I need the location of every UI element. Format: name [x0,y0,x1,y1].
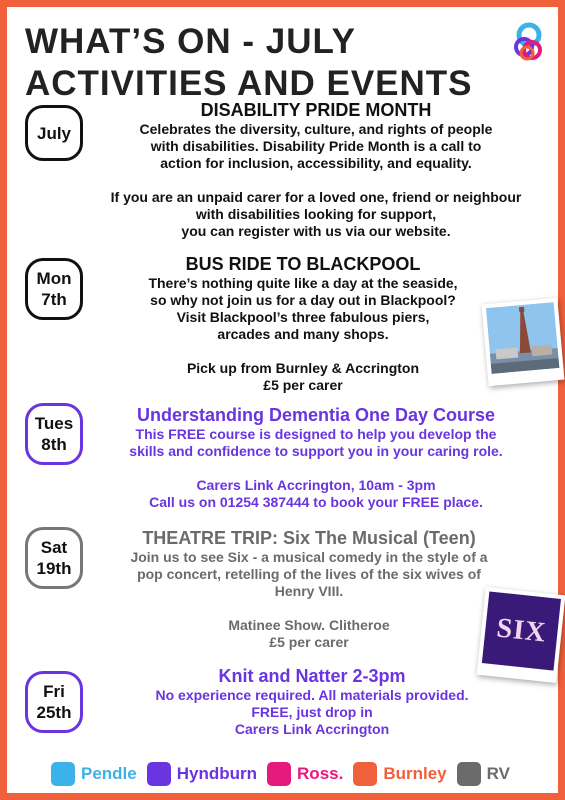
event-body-line: pop concert, retelling of the lives of the six wives of [137,566,481,582]
blackpool-tower-image [486,302,559,374]
event-body-line: you can register with us via our website. [181,223,451,239]
event-body-line: No experience required. All materials provided. [155,687,469,703]
event-title: THEATRE TRIP: Six The Musical (Teen) [142,528,476,548]
event-body-line: with disabilities. Disability Pride Month is a call to [150,138,482,154]
legend-swatch [51,762,75,786]
event-body-line: Matinee Show. Clitheroe [228,617,390,633]
event-title: Knit and Natter 2-3pm [218,666,406,686]
event-body-line: so why not join us for a day out in Blackpool? [150,292,456,308]
legend-swatch [267,762,291,786]
event-body-line: skills and confidence to support you in your caring role. [129,443,503,459]
event-body-line: Call us on 01254 387444 to book your FREE place. [149,494,483,510]
date-badge-july [25,105,83,161]
event-disability-pride [87,100,545,240]
date-badge-day: Sat [40,538,68,557]
date-badge-day: Tues [34,414,74,433]
event-body-line: Carers Link Accrington [234,721,390,737]
date-badge-date: 19th [36,559,72,578]
event-theatre-trip [99,528,519,651]
event-body-line: Visit Blackpool’s three fabulous piers, [176,309,430,325]
legend-label: Ross. [297,764,344,783]
event-title: BUS RIDE TO BLACKPOOL [185,254,421,274]
event-body-line: £5 per carer [269,634,349,650]
event-body-line: If you are an unpaid carer for a loved one, friend or neighbour [110,189,522,205]
event-body [119,275,487,394]
title-line-1: WHAT’S ON - JULY [25,22,357,61]
event-knit-natter [125,666,499,738]
six-poster-image [482,591,561,670]
date-badge-mon-7th [25,258,83,320]
event-dementia-course [97,405,535,511]
date-badge-day: Mon [36,269,72,288]
event-body-line: £5 per carer [263,377,343,393]
event-body-line: This FREE course is designed to help you develop the [135,426,497,442]
event-body-line: with disabilities looking for support, [195,206,437,222]
area-legend [51,761,520,787]
legend-swatch [457,762,481,786]
event-body-line: Celebrates the diversity, culture, and rights of people [139,121,493,137]
title-line-2: ACTIVITIES AND EVENTS [25,64,473,103]
carers-link-logo [505,19,549,63]
legend-item-burnley [353,762,446,786]
date-badge-fri-25th [25,671,83,733]
event-body [99,549,519,651]
legend-item-ross [267,762,343,786]
legend-swatch [353,762,377,786]
event-body-line: Carers Link Accrington, 10am - 3pm [196,477,436,493]
date-badge-date: 7th [41,290,67,309]
event-body [125,687,499,738]
date-badge-date: 8th [41,435,67,454]
event-body-line: Henry VIII. [274,583,344,599]
event-body [97,426,535,511]
page-title [25,21,505,105]
date-badge-tues-8th [25,403,83,465]
event-body-line: arcades and many shops. [217,326,389,342]
date-badge-day: Fri [43,682,65,701]
legend-swatch [147,762,171,786]
date-badge-text: July [36,123,72,143]
legend-label: RV [486,764,510,783]
event-body-line: Join us to see Six - a musical comedy in the style of a [130,549,488,565]
event-bus-ride [119,254,487,394]
blackpool-tower-photo [482,298,565,386]
event-title: DISABILITY PRIDE MONTH [200,100,432,120]
legend-label: Burnley [383,764,447,783]
date-badge-sat-19th [25,527,83,589]
event-body-line: FREE, just drop in [251,704,373,720]
event-body-line: Pick up from Burnley & Accrington [186,360,420,376]
date-badge-date: 25th [36,703,72,722]
legend-label: Hyndburn [176,764,258,783]
six-logo-text: SIX [495,612,548,649]
legend-item-hyndburn [147,762,257,786]
event-body [87,121,545,240]
legend-item-pendle [51,762,137,786]
event-title: Understanding Dementia One Day Course [136,405,496,425]
legend-item-rv [457,762,510,786]
event-body-line: There’s nothing quite like a day at the seaside, [148,275,458,291]
event-body-line: action for inclusion, accessibility, and equality. [160,155,472,171]
legend-label: Pendle [81,764,137,783]
